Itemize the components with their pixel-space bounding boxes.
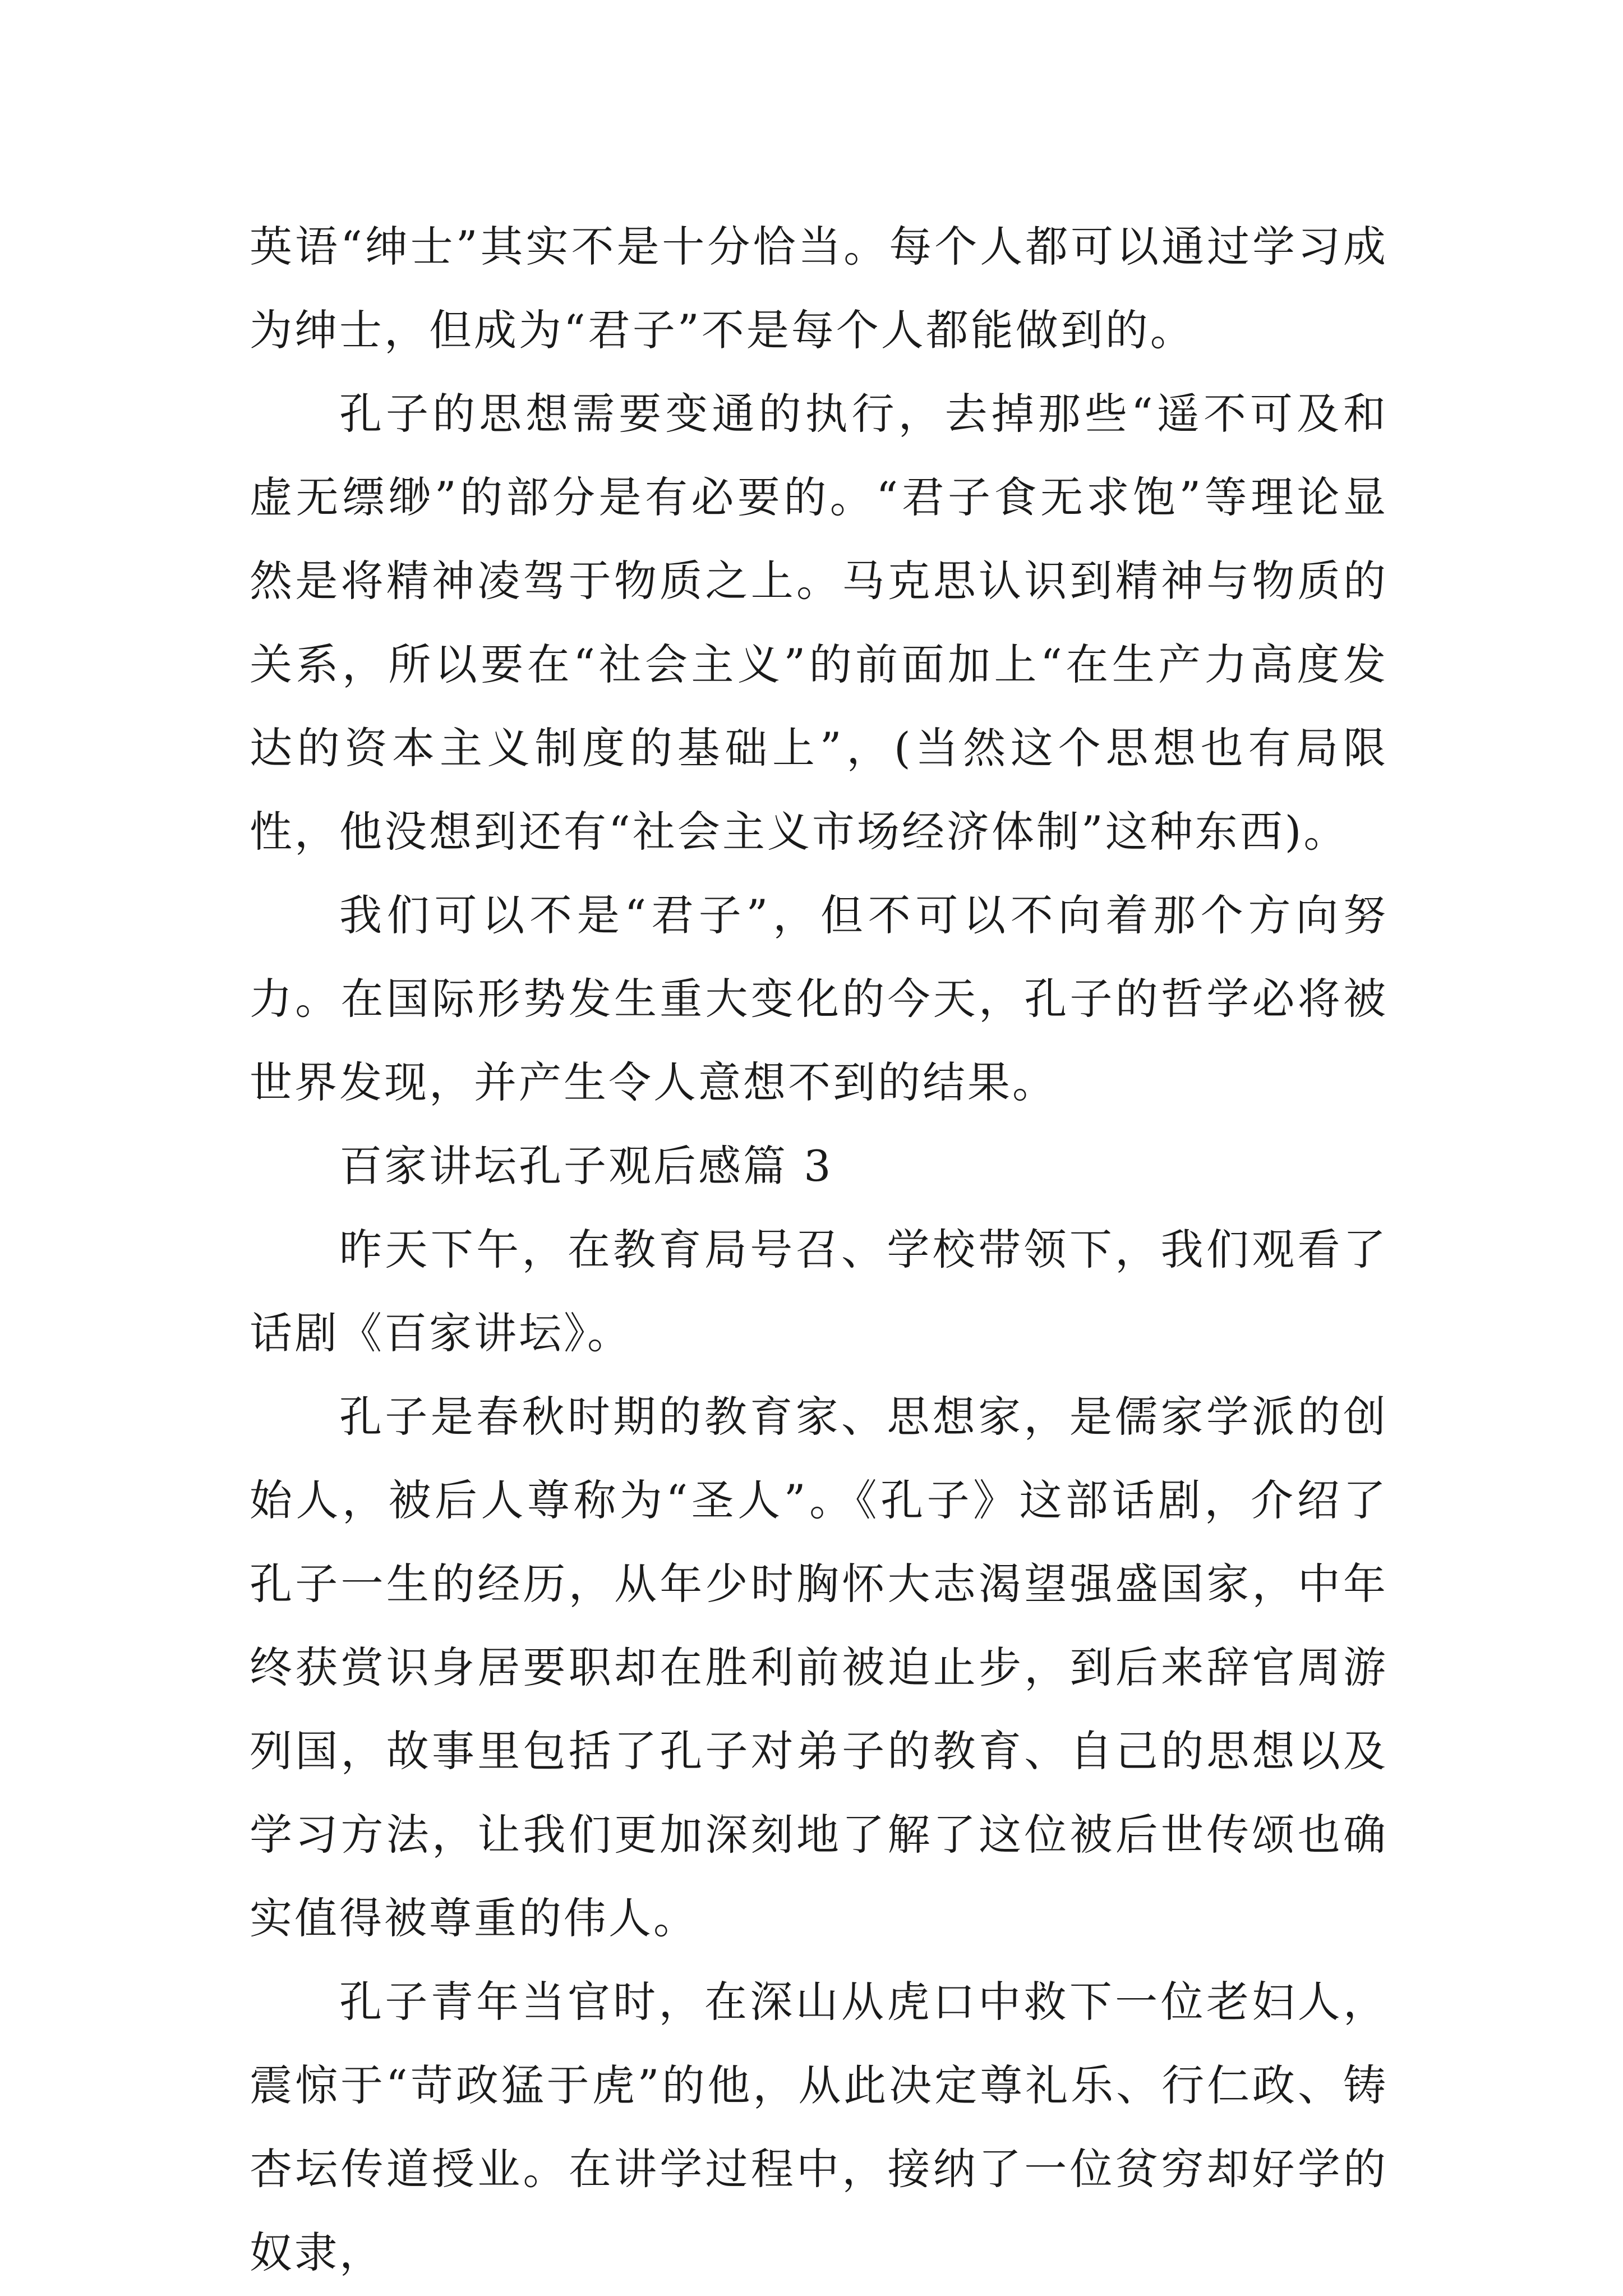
paragraph-6: 孔子青年当官时，在深山从虎口中救下一位老妇人，震惊于“苛政猛于虎”的他，从此决定尊礼乐、行仁政、铸杏坛传道授业。在讲学过程中，接纳了一位贫穷却好学的奴隶， (250, 1977, 1388, 2277)
paragraph-4: 昨天下午，在教育局号召、学校带领下，我们观看了话剧《百家讲坛》。 (250, 1225, 1388, 1358)
section-heading: 百家讲坛孔子观后感篇 3 (339, 1141, 833, 1191)
paragraph-1: 英语“绅士”其实不是十分恰当。每个人都可以通过学习成为绅士，但成为“君子”不是每个人都能做到的。 (250, 222, 1388, 355)
document-body (250, 205, 1388, 2294)
paragraph-2: 孔子的思想需要变通的执行，去掉那些“遥不可及和虚无缥缈”的部分是有必要的。“君子食无求饱”等理论显然是将精神凌驾于物质之上。马克思认识到精神与物质的关系，所以要在“社会主义”的前面加上“在生产力高度发达的资本主义制度的基础上”，(当然这个思想也有局限性，他没想到还有“社会主义市场经济体制”这种东西)。 (250, 389, 1388, 857)
paragraph-5: 孔子是春秋时期的教育家、思想家，是儒家学派的创始人，被后人尊称为“圣人”。《孔子》这部话剧，介绍了孔子一生的经历，从年少时胸怀大志渴望强盛国家，中年终获赏识身居要职却在胜利前被迫止步，到后来辞官周游列国，故事里包括了孔子对弟子的教育、自己的思想以及学习方法，让我们更加深刻地了解了这位被后世传颂也确实值得被尊重的伟人。 (250, 1392, 1388, 1943)
paragraph-3: 我们可以不是“君子”，但不可以不向着那个方向努力。在国际形势发生重大变化的今天，孔子的哲学必将被世界发现，并产生令人意想不到的结果。 (250, 890, 1388, 1107)
